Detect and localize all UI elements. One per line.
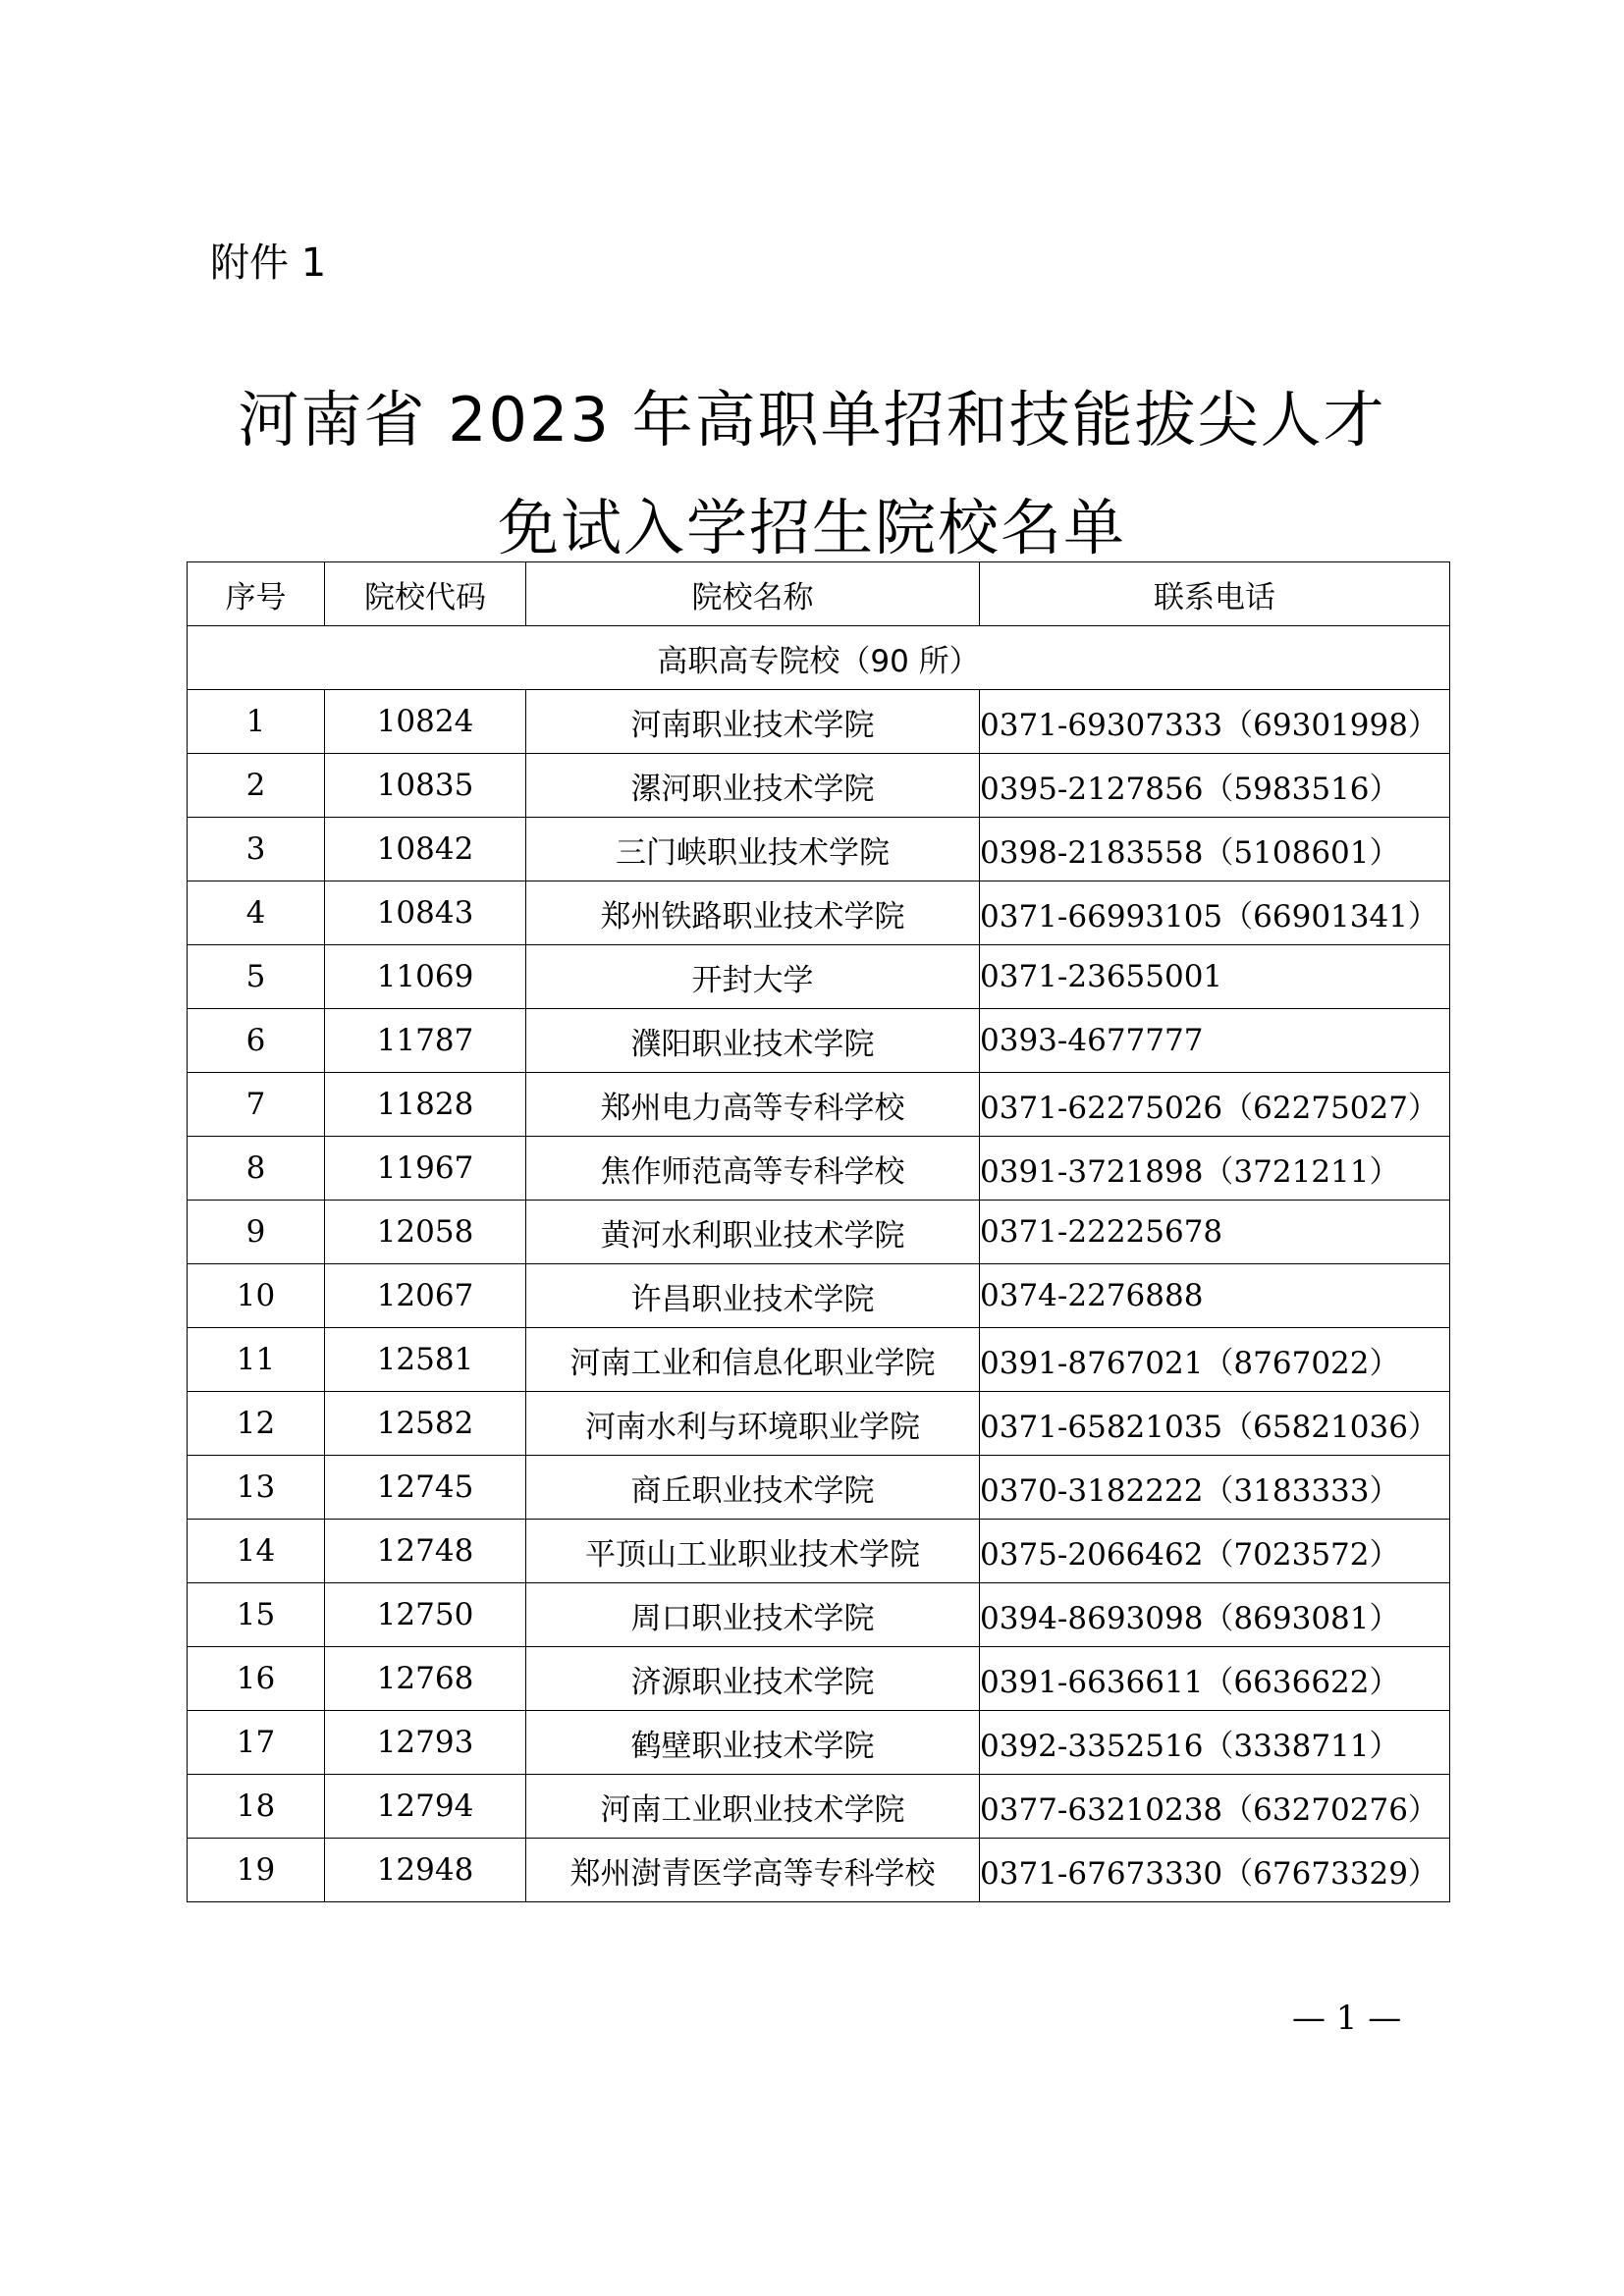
school-name-cell: 商丘职业技术学院 bbox=[526, 1456, 980, 1520]
serial-number-cell: 15 bbox=[188, 1583, 325, 1647]
school-name-cell: 河南水利与环境职业学院 bbox=[526, 1392, 980, 1456]
school-name-cell: 平顶山工业职业技术学院 bbox=[526, 1520, 980, 1583]
school-code-cell: 12750 bbox=[325, 1583, 526, 1647]
school-code-cell: 11967 bbox=[325, 1137, 526, 1201]
school-code-cell: 10824 bbox=[325, 690, 526, 754]
school-name-cell: 三门峡职业技术学院 bbox=[526, 818, 980, 881]
serial-number-cell: 16 bbox=[188, 1647, 325, 1711]
contact-phone-cell: 0391-3721898（3721211） bbox=[980, 1137, 1450, 1201]
school-code-cell: 12948 bbox=[325, 1839, 526, 1902]
contact-phone-cell: 0394-8693098（8693081） bbox=[980, 1583, 1450, 1647]
school-name-cell: 焦作师范高等专科学校 bbox=[526, 1137, 980, 1201]
serial-number-cell: 10 bbox=[188, 1264, 325, 1328]
document-title-line-2: 免试入学招生院校名单 bbox=[497, 492, 1126, 563]
table-row bbox=[188, 1009, 1450, 1073]
header-serial-number: 序号 bbox=[188, 562, 325, 626]
contact-phone-cell: 0371-67673330（67673329） bbox=[980, 1839, 1450, 1902]
table-row bbox=[188, 881, 1450, 945]
table-row bbox=[188, 1711, 1450, 1775]
serial-number-cell: 18 bbox=[188, 1775, 325, 1839]
school-name-cell: 漯河职业技术学院 bbox=[526, 754, 980, 818]
attachment-label: 附件 1 bbox=[210, 240, 327, 286]
school-name-cell: 河南工业职业技术学院 bbox=[526, 1775, 980, 1839]
serial-number-cell: 6 bbox=[188, 1009, 325, 1073]
serial-number-cell: 17 bbox=[188, 1711, 325, 1775]
school-name-cell: 郑州铁路职业技术学院 bbox=[526, 881, 980, 945]
serial-number-cell: 2 bbox=[188, 754, 325, 818]
header-school-code: 院校代码 bbox=[325, 562, 526, 626]
contact-phone-cell: 0371-62275026（62275027） bbox=[980, 1073, 1450, 1137]
serial-number-cell: 4 bbox=[188, 881, 325, 945]
school-name-cell: 周口职业技术学院 bbox=[526, 1583, 980, 1647]
contact-phone-cell: 0391-8767021（8767022） bbox=[980, 1328, 1450, 1392]
school-name-cell: 濮阳职业技术学院 bbox=[526, 1009, 980, 1073]
table-row bbox=[188, 1520, 1450, 1583]
serial-number-cell: 7 bbox=[188, 1073, 325, 1137]
school-code-cell: 12794 bbox=[325, 1775, 526, 1839]
school-code-cell: 12745 bbox=[325, 1456, 526, 1520]
table-row bbox=[188, 1073, 1450, 1137]
section-row bbox=[188, 626, 1450, 690]
serial-number-cell: 5 bbox=[188, 945, 325, 1009]
school-code-cell: 12581 bbox=[325, 1328, 526, 1392]
table-row bbox=[188, 945, 1450, 1009]
school-list-table bbox=[187, 561, 1450, 1902]
serial-number-cell: 13 bbox=[188, 1456, 325, 1520]
school-name-cell: 河南职业技术学院 bbox=[526, 690, 980, 754]
school-name-cell: 郑州电力高等专科学校 bbox=[526, 1073, 980, 1137]
document-title-line-1: 河南省 2023 年高职单招和技能拔尖人才 bbox=[238, 384, 1386, 455]
contact-phone-cell: 0391-6636611（6636622） bbox=[980, 1647, 1450, 1711]
school-code-cell: 12768 bbox=[325, 1647, 526, 1711]
contact-phone-cell: 0371-23655001 bbox=[980, 945, 1450, 1009]
school-code-cell: 12748 bbox=[325, 1520, 526, 1583]
table-row bbox=[188, 1456, 1450, 1520]
serial-number-cell: 8 bbox=[188, 1137, 325, 1201]
header-contact-phone: 联系电话 bbox=[980, 562, 1450, 626]
table-row bbox=[188, 1839, 1450, 1902]
table-row bbox=[188, 1137, 1450, 1201]
section-title: 高职高专院校（90 所） bbox=[188, 626, 1450, 690]
contact-phone-cell: 0375-2066462（7023572） bbox=[980, 1520, 1450, 1583]
table-row bbox=[188, 690, 1450, 754]
school-code-cell: 10842 bbox=[325, 818, 526, 881]
contact-phone-cell: 0377-63210238（63270276） bbox=[980, 1775, 1450, 1839]
school-code-cell: 12793 bbox=[325, 1711, 526, 1775]
table-row bbox=[188, 1264, 1450, 1328]
contact-phone-cell: 0370-3182222（3183333） bbox=[980, 1456, 1450, 1520]
school-code-cell: 12067 bbox=[325, 1264, 526, 1328]
school-code-cell: 10835 bbox=[325, 754, 526, 818]
school-code-cell: 11828 bbox=[325, 1073, 526, 1137]
contact-phone-cell: 0393-4677777 bbox=[980, 1009, 1450, 1073]
page-number: — 1 — bbox=[1292, 1999, 1402, 2038]
school-code-cell: 11787 bbox=[325, 1009, 526, 1073]
serial-number-cell: 3 bbox=[188, 818, 325, 881]
contact-phone-cell: 0398-2183558（5108601） bbox=[980, 818, 1450, 881]
serial-number-cell: 1 bbox=[188, 690, 325, 754]
serial-number-cell: 14 bbox=[188, 1520, 325, 1583]
table-row bbox=[188, 1775, 1450, 1839]
contact-phone-cell: 0392-3352516（3338711） bbox=[980, 1711, 1450, 1775]
contact-phone-cell: 0371-65821035（65821036） bbox=[980, 1392, 1450, 1456]
contact-phone-cell: 0395-2127856（5983516） bbox=[980, 754, 1450, 818]
school-name-cell: 河南工业和信息化职业学院 bbox=[526, 1328, 980, 1392]
school-code-cell: 12582 bbox=[325, 1392, 526, 1456]
table-row bbox=[188, 818, 1450, 881]
contact-phone-cell: 0374-2276888 bbox=[980, 1264, 1450, 1328]
table-header-row bbox=[188, 562, 1450, 626]
table-row bbox=[188, 1328, 1450, 1392]
table-row bbox=[188, 1647, 1450, 1711]
school-name-cell: 鹤壁职业技术学院 bbox=[526, 1711, 980, 1775]
serial-number-cell: 12 bbox=[188, 1392, 325, 1456]
school-code-cell: 10843 bbox=[325, 881, 526, 945]
serial-number-cell: 9 bbox=[188, 1201, 325, 1264]
school-code-cell: 11069 bbox=[325, 945, 526, 1009]
school-name-cell: 济源职业技术学院 bbox=[526, 1647, 980, 1711]
school-name-cell: 许昌职业技术学院 bbox=[526, 1264, 980, 1328]
school-name-cell: 黄河水利职业技术学院 bbox=[526, 1201, 980, 1264]
school-code-cell: 12058 bbox=[325, 1201, 526, 1264]
serial-number-cell: 19 bbox=[188, 1839, 325, 1902]
school-name-cell: 开封大学 bbox=[526, 945, 980, 1009]
table-row bbox=[188, 1583, 1450, 1647]
contact-phone-cell: 0371-69307333（69301998） bbox=[980, 690, 1450, 754]
table-row bbox=[188, 754, 1450, 818]
table-row bbox=[188, 1201, 1450, 1264]
serial-number-cell: 11 bbox=[188, 1328, 325, 1392]
contact-phone-cell: 0371-22225678 bbox=[980, 1201, 1450, 1264]
school-name-cell: 郑州澍青医学高等专科学校 bbox=[526, 1839, 980, 1902]
header-school-name: 院校名称 bbox=[526, 562, 980, 626]
contact-phone-cell: 0371-66993105（66901341） bbox=[980, 881, 1450, 945]
table-row bbox=[188, 1392, 1450, 1456]
